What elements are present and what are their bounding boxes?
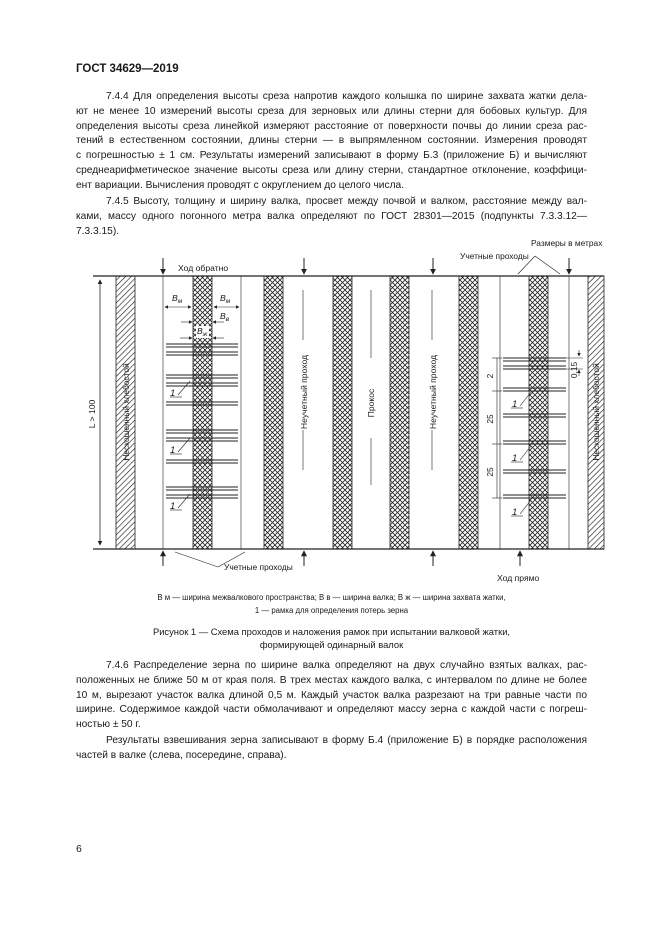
unaccounted-pass-1-label: Неучетный проход — [299, 354, 309, 430]
figure-caption — [76, 625, 587, 651]
text-line: 10 м, вырезают участок валка длиной 0,5 м. Каждый участок валка разрезают на три равные части по — [76, 689, 587, 701]
windrow-6 — [529, 276, 548, 549]
windrow-3 — [333, 276, 352, 549]
windrow-2 — [264, 276, 283, 549]
text-line: 7.4.6 Распределение зерна по ширине валка определяют на двух случайно взятых валках, рас- — [106, 660, 587, 671]
dim-2-label: 2 — [485, 373, 495, 379]
leader-line — [175, 552, 218, 567]
text-line: положенных не ближе 50 м от края поля. В трех местах каждого валка, с интервалом по длине не более — [76, 674, 587, 686]
paragraph-7-4-6 — [76, 659, 587, 733]
uncut-crop-left-label: Нескошенный хлебостой — [121, 363, 131, 461]
frame-label: 1 — [512, 399, 518, 410]
frame-label: 1 — [170, 388, 176, 399]
swath-label: Прокос — [366, 388, 376, 418]
page-number: 6 — [76, 843, 82, 855]
reverse-pass-label: Ход обратно — [178, 263, 229, 273]
caption-line: формирующей одинарный валок — [259, 639, 404, 650]
legend-line: 1 — рамка для определения потерь зерна — [254, 605, 409, 615]
accounted-passes-top: Учетные проходы — [460, 251, 529, 261]
frame-label: 1 — [512, 507, 518, 518]
dim-25-b-label: 25 — [485, 467, 495, 477]
forward-pass-label: Ход прямо — [497, 573, 540, 583]
windrow-1 — [193, 276, 212, 549]
text-line: ками, массу одного погонного метра валка определяют по ГОСТ 28301—2015 (подпункты 7.3.3.12— — [76, 210, 587, 222]
text-line: ют не менее 10 измерений высоты среза для зерновых или длины стерни для бобовых культур. Для — [76, 105, 587, 117]
text-line: 7.4.4 Для определения высоты среза напротив каждого колышка по ширине захвата жатки дела- — [106, 91, 587, 102]
leader-line — [178, 494, 190, 508]
figure-legend — [76, 592, 587, 617]
frame-label: 1 — [170, 445, 176, 456]
document-header: ГОСТ 34629—2019 — [76, 63, 179, 75]
dim-bv-label: $B_в$ — [220, 311, 230, 323]
leader-line — [535, 256, 560, 274]
legend-line: B м — ширина межвалкового пространства; B в — ширина валка; B ж — ширина захвата жатки, — [157, 593, 506, 602]
accounted-passes-bottom: Учетные проходы — [224, 562, 293, 572]
frame-label: 1 — [170, 501, 176, 512]
text-line: ширине. Содержимое каждой части обмолачивают и определяют массу зерна с каждой части с погреш- — [76, 704, 587, 716]
caption-line: Рисунок 1 — Схема проходов и наложения рамок при испытании валковой жатки, — [152, 626, 511, 637]
length-label: L > 100 — [87, 399, 97, 429]
unaccounted-pass-2-label: Неучетный проход — [428, 354, 438, 430]
dim-bzh-label: $B_ж$ — [197, 326, 208, 338]
dim-25-a-label: 25 — [485, 414, 495, 424]
text-line: частей в валке (слева, посередине, справа). — [76, 749, 287, 761]
figure-pass-scheme — [0, 235, 661, 595]
windrow-4 — [390, 276, 409, 549]
frame-label: 1 — [512, 453, 518, 464]
text-line: 7.4.5 Высоту, толщину и ширину валка, просвет между почвой и валком, расстояние между вал- — [106, 196, 587, 207]
text-line: определения высоты среза линейкой измеряют расстояние от поверхности почвы до линии среза рас- — [76, 120, 587, 132]
units-note: Размеры в метрах — [531, 238, 603, 248]
paragraph-7-4-4 — [76, 90, 587, 194]
dim-015-label: 0,15 — [569, 361, 579, 379]
paragraph-7-4-5 — [76, 195, 587, 239]
dim-bm-left-label: $B_м$ — [172, 293, 183, 305]
text-line: 7.3.3.15). — [76, 225, 120, 237]
text-line: тений в естественном состоянии, длины стерни — в выпрямленном состоянии. Измерения проводят — [76, 135, 587, 147]
text-line: ностью ± 50 г. — [76, 719, 141, 731]
leader-line — [178, 438, 190, 452]
text-line: среднеарифметическое значение высоты среза или длину стерни, стандартное отклонение, коэффици- — [76, 164, 587, 176]
text-line: Результаты взвешивания зерна записывают в форму Б.4 (приложение Б) в порядке расположения — [106, 735, 587, 746]
uncut-crop-right-label: Нескошенный хлебостой — [591, 363, 601, 461]
dim-bm-right-label: $B_м$ — [220, 293, 231, 305]
text-line: с погрешностью ± 1 см. Результаты измерений записывают в форму Б.3 (приложение Б) и вычисляют — [76, 150, 587, 162]
text-line: ент вариации. Вычисления проводят с округлением до целого числа. — [76, 179, 405, 191]
windrow-5 — [459, 276, 478, 549]
paragraph-results — [76, 734, 587, 764]
